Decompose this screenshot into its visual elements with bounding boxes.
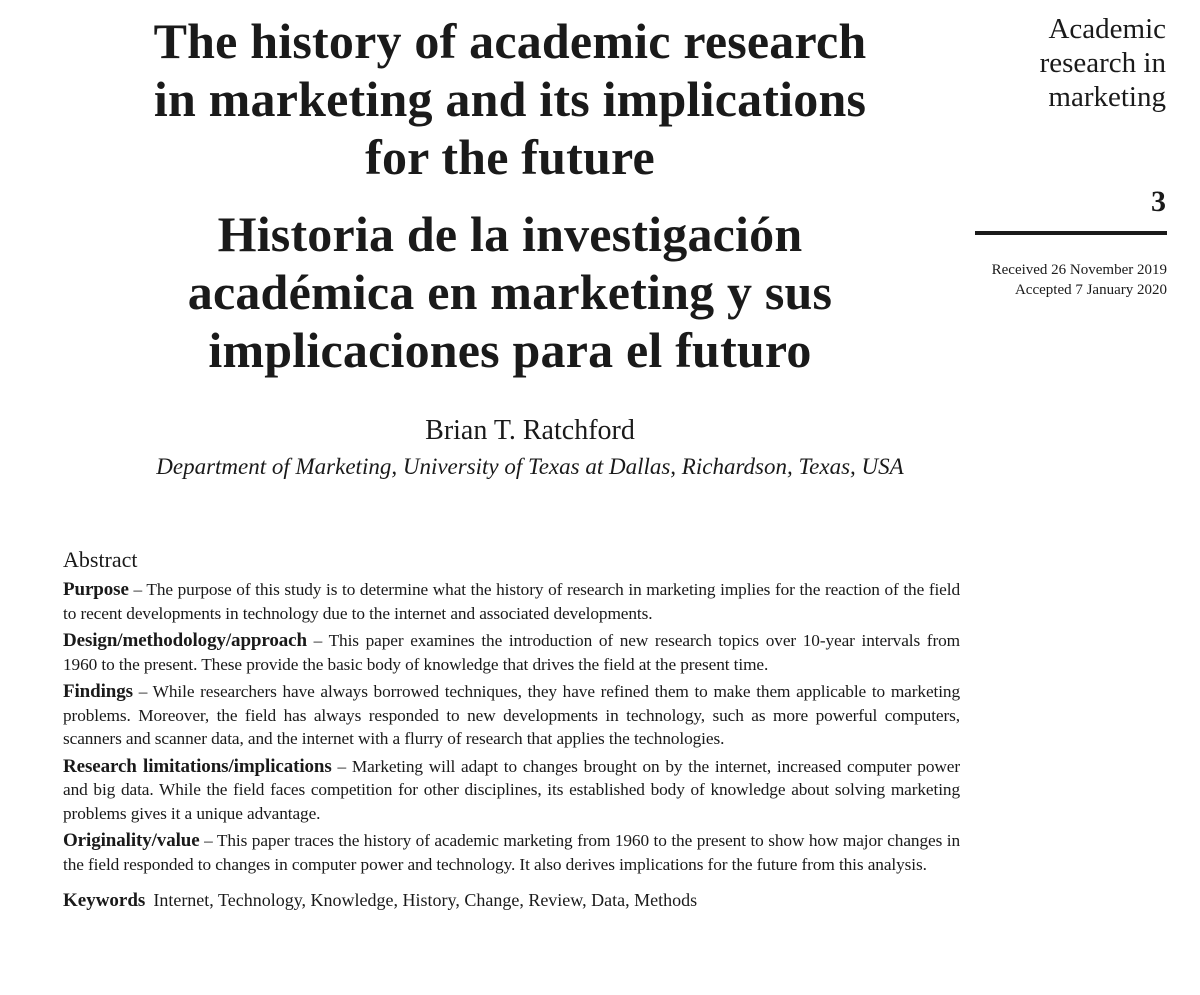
- title-spanish-line: implicaciones para el futuro: [208, 322, 812, 378]
- section-text: – The purpose of this study is to determine what the history of research in marketing implies for the reaction of the field to recent developments in technology due to the internet and associated developments.: [63, 580, 960, 623]
- section-label: Purpose: [63, 579, 129, 600]
- abstract-section-design: [63, 629, 960, 676]
- abstract-heading: Abstract: [63, 547, 138, 572]
- title-spanish: [40, 205, 980, 379]
- section-text: – This paper examines the introduction of new research topics over 10-year intervals from 1960 to the present. These provide the basic body of knowledge that drives the field at the present time.: [63, 631, 960, 674]
- abstract-section-limitations: [63, 755, 960, 826]
- submission-dates: [992, 260, 1167, 300]
- journal-running-head: [966, 12, 1166, 114]
- section-text: – While researchers have always borrowed techniques, they have refined them to make them applicable to marketing problems. Moreover, the field has always responded to new developments in technology, such as more powerful computers, scanners and scanner data, and the internet with a flurry of research that applies the technologies.: [63, 682, 960, 748]
- author-affiliation: Department of Marketing, University of Texas at Dallas, Richardson, Texas, USA: [156, 454, 904, 479]
- section-label: Originality/value: [63, 830, 200, 851]
- journal-name-line: marketing: [1048, 81, 1166, 113]
- abstract-section-originality: [63, 829, 960, 876]
- journal-name-line: research in: [1039, 47, 1166, 79]
- keywords: [63, 888, 960, 913]
- section-label: Design/methodology/approach: [63, 630, 307, 651]
- keywords-label: Keywords: [63, 890, 146, 911]
- keywords-list: Internet, Technology, Knowledge, History, Change, Review, Data, Methods: [153, 890, 698, 910]
- title-spanish-line: Historia de la investigación: [217, 206, 803, 262]
- abstract-section-findings: [63, 680, 960, 751]
- header-rule: [975, 231, 1167, 235]
- title-english: [40, 12, 980, 186]
- section-label: Findings: [63, 681, 133, 702]
- received-date: Received 26 November 2019: [991, 262, 1167, 278]
- title-spanish-line: académica en marketing y sus: [187, 264, 833, 320]
- title-english-line: The history of academic research: [153, 13, 867, 69]
- title-english-line: in marketing and its implications: [153, 71, 867, 127]
- title-english-line: for the future: [365, 129, 655, 185]
- abstract: [63, 546, 960, 913]
- section-label: Research limitations/implications: [63, 755, 332, 777]
- page-number: 3: [1151, 185, 1166, 218]
- accepted-date: Accepted 7 January 2020: [1014, 282, 1167, 298]
- journal-name-line: Academic: [1048, 13, 1166, 45]
- section-text: – This paper traces the history of academic marketing from 1960 to the present to show how major changes in the field responded to changes in computer power and technology. It also derives implications for the future from this analysis.: [63, 831, 960, 874]
- abstract-section-purpose: [63, 578, 960, 625]
- section-text: – Marketing will adapt to changes brought on by the internet, increased computer power and big data. While the field faces competition for other disciplines, its established body of knowledge about solving marketing problems gives it a unique advantage.: [63, 756, 960, 823]
- author-name: Brian T. Ratchford: [425, 415, 635, 446]
